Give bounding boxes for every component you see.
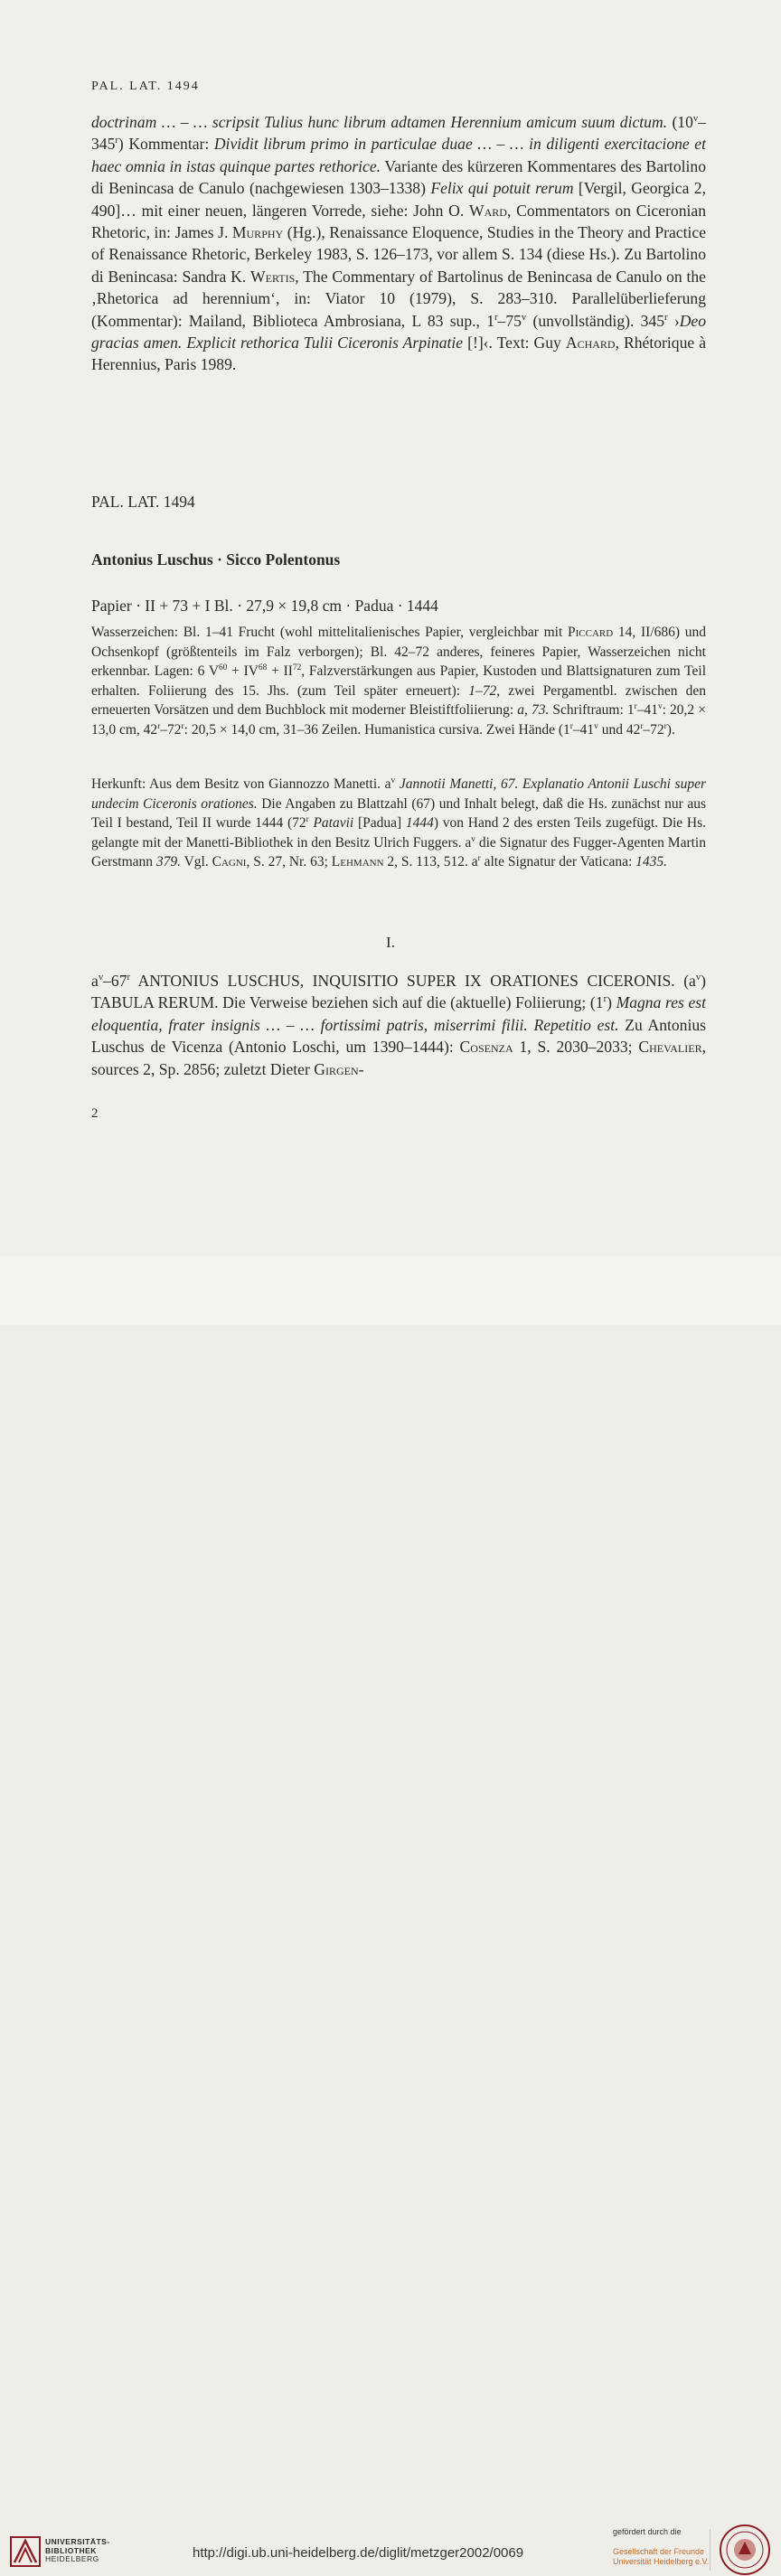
ub-line-2: BIBLIOTHEK xyxy=(45,2545,97,2555)
ub-line-1: UNIVERSITÄTS- xyxy=(45,2537,110,2546)
society-name xyxy=(613,2547,709,2567)
section-number: I. xyxy=(386,934,395,951)
viewer-footer xyxy=(0,1256,781,2566)
permalink-url[interactable]: http://digi.ub.uni-heidelberg.de/diglit/metzger2002/0069 xyxy=(193,2545,524,2561)
ub-heidelberg-wordmark xyxy=(45,2538,110,2564)
authors-heading: Antonius Luschus · Sicco Polentonus xyxy=(91,550,341,569)
manuscript-specs: Papier · II + 73 + I Bl. · 27,9 × 19,8 cm · Padua · 1444 xyxy=(91,597,438,615)
paragraph-watermarks: Wasserzeichen: Bl. 1–41 Frucht (wohl mittelitalienisches Papier, vergleichbar mit Piccard 14, II/686) und Ochsenkopf (größtenteils im Falz verborgen); Bl. 42–72 anderes, feineres Papier, Wasserzeichen nicht erkennbar. Lagen: 6 $V^{60} + IV^{68} + II^{72}$, Falzverstärkungen aus Papier, Kustoden und Blattsignaturen zum Teil erhalten. Foliierung des 15. Jhs. (zum Teil später erneuert): 1–72, zwei Pergamentbl. zwischen den erneuerten Vorsätzen und dem Buchblock mit moderner Bleistiftfoliierung: a, 73. Schriftraum: 1$^r$–41$^v$: 20,2 × 13,0 cm, 42$^r$–72$^r$: 20,5 × 14,0 cm, 31–36 Zeilen. Humanistica cursiva. Zwei Hände (1$^r$–41$^v$ und 42$^r$–72$^r$). xyxy=(91,625,707,738)
society-line-1: Gesellschaft der Freunde xyxy=(613,2547,705,2556)
page-number: 2 xyxy=(91,1106,99,1121)
society-line-2: Universität Heidelberg e.V. xyxy=(613,2557,710,2566)
paragraph-commentary: doctrinam … – … scripsit Tulius hunc librum adtamen Herennium amicum suum dictum. (10$^v$–345$^r$) Kommentar: Dividit librum primo in particulae duae … – … in diligenti exercitacione et haec omnia in istas quinque partes rethorice. Variante des kürzeren Kommentares des Bartolino di Benincasa de Canulo (nachgewiesen 1303–1338) Felix qui potuit rerum [Vergil, Georgica 2, 490]… mit einer neuen, längeren Vorrede, siehe: John O. Ward, Commentators on Ciceronian Rhetoric, in: James J. Murphy (Hg.), Renaissance Eloquence, Studies in the Theory and Practice of Renaissance Rhetoric, Berkeley 1983, S. 126–173, vor allem S. 134 (diese Hs.). Zu Bartolino di Benincasa: Sandra K. Wertis, The Commentary of Bartolinus de Benincasa de Canulo on the ‚Rhetorica ad herennium‘, in: Viator 10 (1979), S. 283–310. Parallelüberlieferung (Kommentar): Mailand, Biblioteca Ambrosiana, L 83 sup., 1$^r$–75$^v$ (unvollständig). 345$^r$ ›Deo gracias amen. Explicit rethorica Tulii Ciceronis Arpinatie [!]‹. Text: Guy Achard, Rhétorique à Herennius, Paris 1989. xyxy=(91,113,707,374)
document-page xyxy=(0,0,781,1256)
running-head: PAL. LAT. 1494 xyxy=(91,80,200,93)
ub-line-3: HEIDELBERG xyxy=(45,2554,99,2563)
ub-heidelberg-logo-icon xyxy=(9,2535,42,2568)
funded-by-label: gefördert durch die xyxy=(613,2527,682,2536)
university-seal-icon xyxy=(719,2524,771,2576)
shelfmark-heading: PAL. LAT. 1494 xyxy=(91,493,195,511)
paragraph-contents: $a^v-67^r$ ANTONIUS LUSCHUS, INQUISITIO SUPER IX ORATIONES CICERONIS. $(a^v)$ TABULA RERUM. Die Verweise beziehen sich auf die (aktuelle) Foliierung; (1$^r$) Magna res est eloquentia, frater insignis … – … fortissimi patris, miserrimi filii. Repetitio est. Zu Antonius Luschus de Vicenza (Antonio Loschi, um 1390–1444): Cosenza 1, S. 2030–2033; Chevalier, sources 2, Sp. 2856; zuletzt Dieter Girgen- xyxy=(91,972,707,1078)
paragraph-provenance: Herkunft: Aus dem Besitz von Giannozzo Manetti. $a^v$ Jannotii Manetti, 67. Explanatio Antonii Luschi super undecim Ciceronis orationes. Die Angaben zu Blattzahl (67) und Inhalt belegt, daß die Hs. zunächst nur aus Teil I bestand, Teil II wurde 1444 (72$^r$ Patavii [Padua] 1444) von Hand 2 des ersten Teils zugefügt. Die Hs. gelangte mit der Manetti-Bibliothek in den Besitz Ulrich Fuggers. $a^v$ die Signatur des Fugger-Agenten Martin Gerstmann 379. Vgl. Cagni, S. 27, Nr. 63; Lehmann 2, S. 113, 512. $a^r$ alte Signatur der Vaticana: 1435. xyxy=(91,776,707,870)
